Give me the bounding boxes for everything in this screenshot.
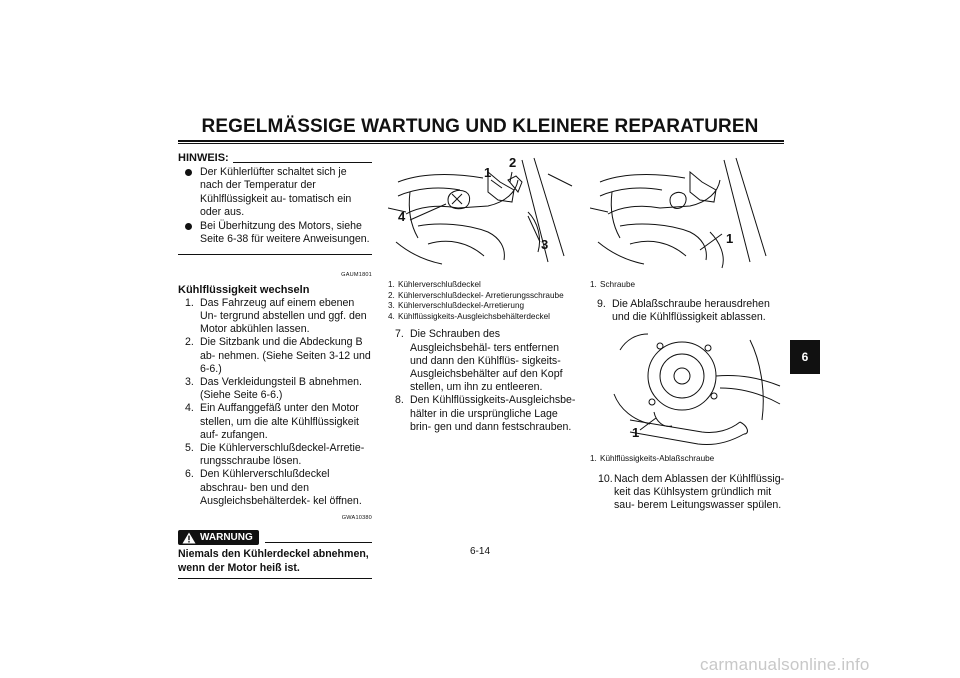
step-text: Das Fahrzeug auf einem ebenen Un- tergrund abstellen und ggf. den Motor abkühlen lassen. <box>200 296 367 336</box>
callout-1: 1 <box>632 425 640 440</box>
figure-drain-bolt <box>590 330 786 450</box>
caption-number: 4. <box>388 311 395 321</box>
step-number: 1. <box>185 296 194 309</box>
warning-heading-row <box>178 530 372 545</box>
caption-text: Kühlerverschlußdeckel- Arretierungsschraube <box>398 290 564 300</box>
caption-text: Schraube <box>600 280 636 289</box>
column-right <box>590 152 786 512</box>
step-item <box>178 442 372 468</box>
chapter-tab: 6 <box>790 340 820 374</box>
page-number: 6-14 <box>469 546 490 557</box>
caption-text: Kühlerverschlußdeckel-Arretierung <box>398 301 525 311</box>
caption-item <box>388 291 578 302</box>
reservoir-bolt-illustration <box>590 152 780 278</box>
step-number: 9. <box>597 297 606 310</box>
caption-item <box>388 312 578 323</box>
caption-number: 1. <box>388 280 395 289</box>
caption-text: Kühlflüssigkeits-Ausgleichsbehälterdeckel <box>398 311 551 321</box>
step-item <box>178 297 372 337</box>
caption-number: 1. <box>590 280 597 289</box>
note-heading: HINWEIS: <box>178 152 229 164</box>
caption-number: 3. <box>388 301 395 311</box>
figure-radiator-cap <box>388 152 578 278</box>
caption-item <box>590 454 786 465</box>
figure1-captions <box>388 280 578 322</box>
step-text: Die Kühlerverschlußdeckel-Arretie- rungsschraube lösen. <box>200 442 365 468</box>
note-bullet-text: Bei Überhitzung des Motors, siehe Seite 6-38 für weitere Anweisungen. <box>200 220 370 246</box>
step-text: Den Kühlerverschlußdeckel abschrau- ben und den Ausgleichsbehälterdek- kel öffnen. <box>200 468 362 507</box>
note-end-rule <box>178 254 372 255</box>
step-text: Nach dem Ablassen der Kühlflüssig- keit das Kühlsystem gründlich mit sau- berem Leitungswasser spülen. <box>614 472 785 511</box>
step-number: 3. <box>185 376 194 389</box>
note-bullet-text: Der Kühlerlüfter schaltet sich je nach der Temperatur der Kühlflüssigkeit au- tomatisch ein oder aus. <box>200 166 352 218</box>
callout-1: 1 <box>484 165 492 180</box>
step-text: Das Verkleidungsteil B abnehmen. (Siehe Seite 6-6.) <box>200 376 362 402</box>
step-item <box>590 298 786 324</box>
caption-item <box>388 280 578 291</box>
step-number: 4. <box>185 402 194 415</box>
note-heading-rule <box>233 162 372 163</box>
callout-4: 4 <box>398 209 406 224</box>
caption-item <box>388 301 578 312</box>
title-rule <box>178 140 784 142</box>
warning-triangle-icon <box>182 532 196 544</box>
callout-1: 1 <box>726 231 734 246</box>
drain-bolt-illustration <box>590 330 786 450</box>
step-item <box>178 376 372 402</box>
caption-item <box>590 280 786 291</box>
step-text: Die Ablaßschraube herausdrehen und die Kühlflüssigkeit ablassen. <box>612 297 770 323</box>
step-number: 5. <box>185 442 194 455</box>
note-bullet <box>178 166 372 219</box>
step-number: 6. <box>185 468 194 481</box>
section-code: GAUM1801 <box>341 272 372 279</box>
warning-heading-rule <box>265 542 372 543</box>
warning-code: GWA10380 <box>341 515 372 522</box>
caption-number: 1. <box>590 454 597 463</box>
column-left <box>178 152 372 579</box>
step-text: Den Kühlflüssigkeits-Ausgleichsbe- hälter in die ursprüngliche Lage brin- gen und dann festschrauben. <box>410 394 576 433</box>
step-10-block <box>590 473 786 513</box>
column-middle <box>388 152 578 434</box>
caption-text: Kühlerverschlußdeckel <box>398 280 481 289</box>
figure2-captions <box>590 280 786 291</box>
note-heading-row <box>178 152 372 165</box>
section-heading: Kühlflüssigkeit wechseln <box>178 283 310 296</box>
step-text: Die Schrauben des Ausgleichsbehäl- ters entfernen und dann den Kühlflüs- sigkeits-Ausgleichsbehälter auf den Kopf stellen, um ihn zu entleeren. <box>410 328 563 394</box>
warning-badge <box>178 530 259 545</box>
step-number: 10. <box>598 472 613 485</box>
step-item <box>178 336 372 376</box>
step-item <box>590 473 786 513</box>
step-item <box>388 394 578 434</box>
step-item <box>178 402 372 442</box>
title-rule-thin <box>178 143 784 144</box>
step-item <box>178 468 372 508</box>
watermark: carmanualsonline.info <box>700 655 870 674</box>
caption-number: 2. <box>388 290 395 300</box>
radiator-cap-illustration <box>388 152 578 278</box>
step-item <box>388 328 578 394</box>
step-number: 2. <box>185 336 194 349</box>
bullet-dot-icon <box>185 223 192 230</box>
step-9-block <box>590 298 786 324</box>
warning-text: Niemals den Kühlerdeckel abnehmen, wenn der Motor heiß ist. <box>178 548 372 578</box>
callout-3: 3 <box>541 237 549 252</box>
step-number: 7. <box>395 328 404 341</box>
caption-text: Kühlflüssigkeits-Ablaßschraube <box>600 454 715 463</box>
figure3-captions <box>590 454 786 465</box>
step-text: Ein Auffanggefäß unter den Motor stellen, um die alte Kühlflüssigkeit auf- zufangen. <box>200 402 359 441</box>
bullet-dot-icon <box>185 169 192 176</box>
callout-2: 2 <box>509 155 517 170</box>
step-number: 8. <box>395 394 404 407</box>
step-text: Die Sitzbank und die Abdeckung B ab- nehmen. (Siehe Seiten 3-12 und 6-6.) <box>200 336 371 375</box>
note-bullet <box>178 220 372 246</box>
warning-label: WARNUNG <box>200 532 253 544</box>
figure-reservoir-bolt <box>590 152 780 278</box>
page-title: REGELMÄSSIGE WARTUNG UND KLEINERE REPARATUREN <box>201 116 759 137</box>
steps-middle <box>388 328 578 434</box>
